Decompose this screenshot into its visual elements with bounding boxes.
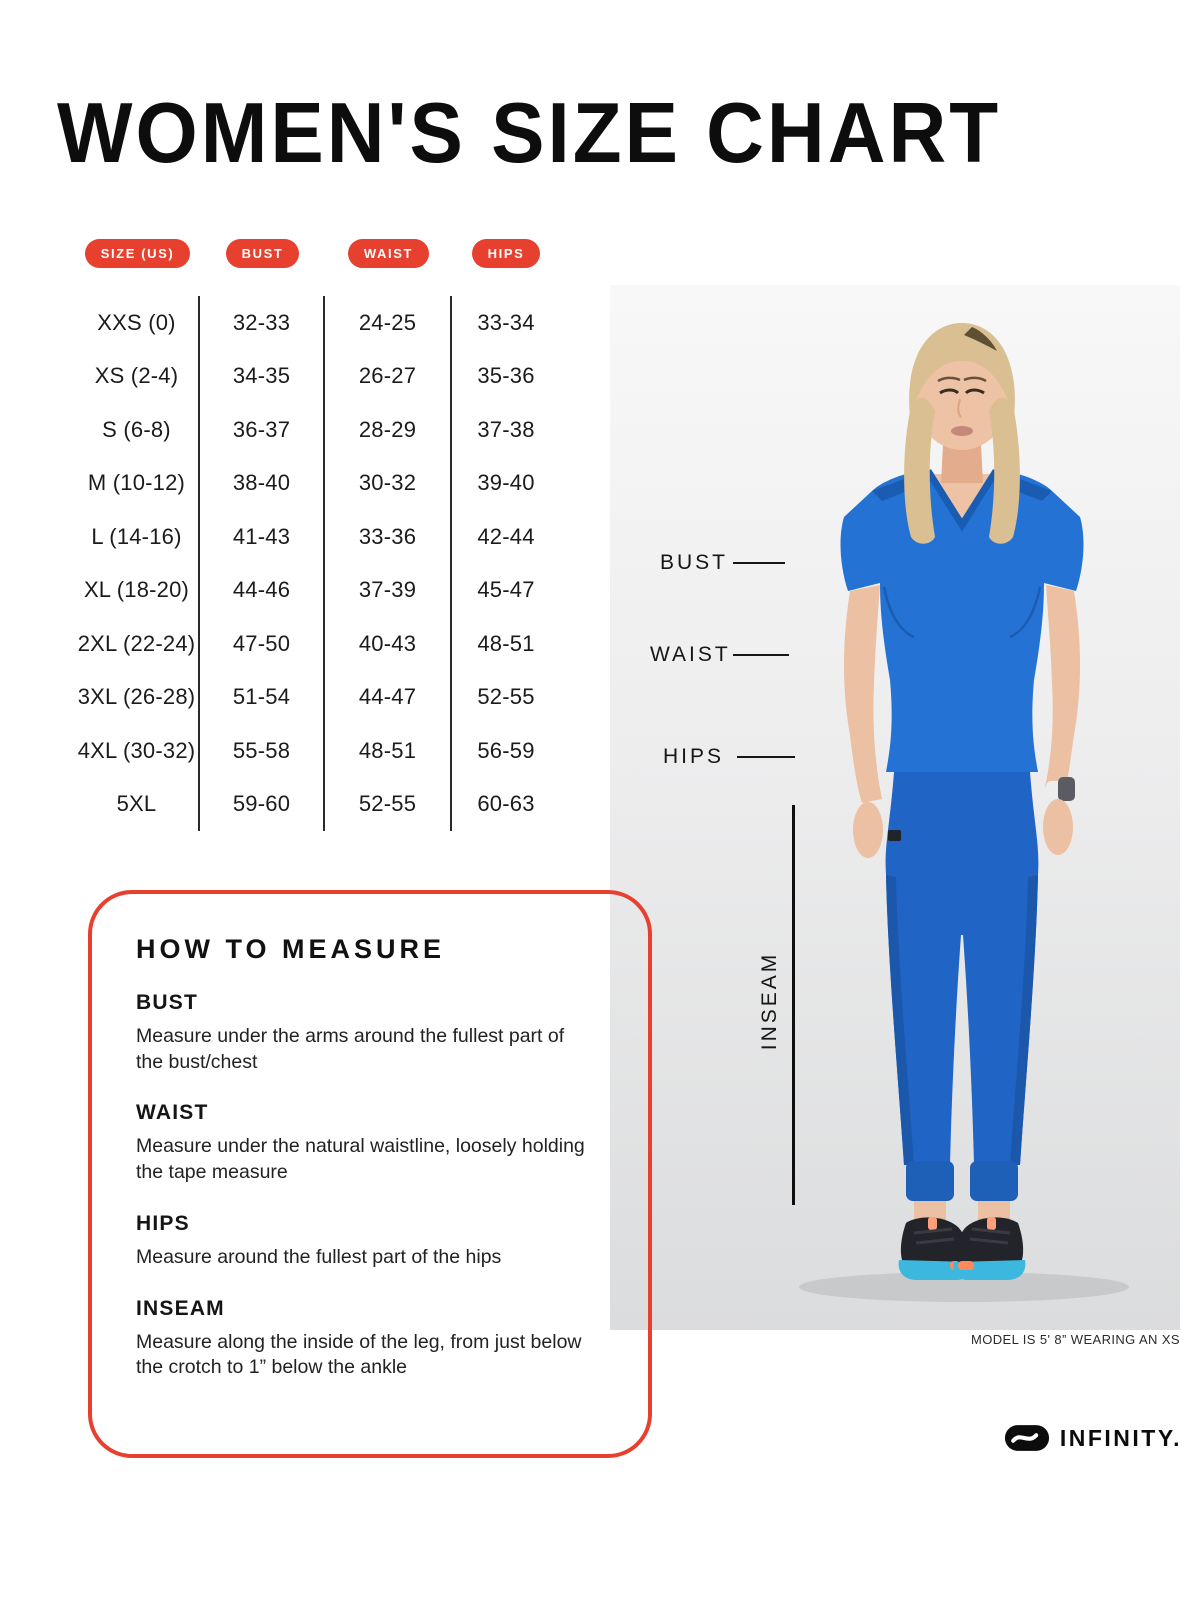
cell-bust: 44-46 xyxy=(200,564,325,618)
cell-bust: 59-60 xyxy=(200,778,325,832)
size-table-body xyxy=(75,296,560,831)
measure-section-text: Measure along the inside of the leg, from just below the crotch to 1” below the ankle xyxy=(136,1330,582,1379)
cell-hips: 35-36 xyxy=(477,363,535,389)
cell-size: 3XL (26-28) xyxy=(75,671,200,725)
measure-section-bust xyxy=(136,991,608,1075)
brand-lockup xyxy=(1004,1424,1182,1452)
model-photo xyxy=(610,285,1180,1330)
waist-annotation-line xyxy=(733,654,789,656)
cell-hips: 56-59 xyxy=(477,737,535,763)
cell-hips: 48-51 xyxy=(477,630,535,656)
cell-size: XS (2-4) xyxy=(75,350,200,404)
table-row xyxy=(75,671,560,725)
cell-waist: 44-47 xyxy=(325,671,452,725)
cell-hips: 33-34 xyxy=(477,309,535,335)
measure-section-text: Measure under the arms around the fullest part of the bust/chest xyxy=(136,1025,565,1073)
inseam-annotation-line xyxy=(792,805,795,1205)
cell-size: 2XL (22-24) xyxy=(75,617,200,671)
table-row xyxy=(75,403,560,457)
cell-waist: 28-29 xyxy=(325,403,452,457)
model-illustration xyxy=(610,285,1180,1330)
cell-bust: 47-50 xyxy=(200,617,325,671)
size-table xyxy=(75,239,560,831)
cell-hips: 52-55 xyxy=(477,684,535,710)
bust-annotation-label: BUST xyxy=(660,551,729,574)
measure-section-text: Measure around the fullest part of the hips xyxy=(136,1245,502,1268)
bust-annotation-line xyxy=(733,562,785,564)
cell-bust: 38-40 xyxy=(200,457,325,511)
cell-hips: 39-40 xyxy=(477,470,535,496)
cell-waist: 40-43 xyxy=(325,617,452,671)
table-row xyxy=(75,457,560,511)
cell-size: XXS (0) xyxy=(75,296,200,350)
cell-bust: 36-37 xyxy=(200,403,325,457)
measure-section-text: Measure under the natural waistline, loosely holding the tape measure xyxy=(136,1135,585,1184)
hips-annotation-label: HIPS xyxy=(663,745,725,768)
cell-bust: 51-54 xyxy=(200,671,325,725)
cell-waist: 26-27 xyxy=(325,350,452,404)
inseam-annotation-label: INSEAM xyxy=(758,951,781,1051)
cell-waist: 48-51 xyxy=(325,724,452,778)
measure-section-label: INSEAM xyxy=(136,1296,225,1320)
measure-section-label: WAIST xyxy=(136,1101,209,1125)
table-row xyxy=(75,296,560,350)
cell-size: S (6-8) xyxy=(75,403,200,457)
cell-waist: 33-36 xyxy=(325,510,452,564)
cell-hips: 37-38 xyxy=(477,416,535,442)
measure-section-inseam xyxy=(136,1297,608,1381)
cell-size: XL (18-20) xyxy=(75,564,200,618)
cell-bust: 34-35 xyxy=(200,350,325,404)
measure-section-hips xyxy=(136,1212,608,1271)
measure-section-label: HIPS xyxy=(136,1211,190,1235)
cell-waist: 24-25 xyxy=(325,296,452,350)
cell-hips: 42-44 xyxy=(477,523,535,549)
cell-hips: 60-63 xyxy=(477,791,535,817)
header-pill-waist: WAIST xyxy=(348,239,429,268)
table-row xyxy=(75,510,560,564)
cell-size: M (10-12) xyxy=(75,457,200,511)
waist-annotation-label: WAIST xyxy=(650,643,731,666)
how-to-measure-title: HOW TO MEASURE xyxy=(136,934,446,964)
cell-bust: 32-33 xyxy=(200,296,325,350)
table-row xyxy=(75,617,560,671)
cell-size: 5XL xyxy=(75,778,200,832)
cell-hips: 45-47 xyxy=(477,577,535,603)
cell-size: L (14-16) xyxy=(75,510,200,564)
table-row xyxy=(75,724,560,778)
cell-waist: 37-39 xyxy=(325,564,452,618)
hips-annotation-line xyxy=(737,756,795,758)
header-pill-bust: BUST xyxy=(226,239,300,268)
page-title: WOMEN'S SIZE CHART xyxy=(57,85,1002,181)
table-row xyxy=(75,778,560,832)
how-to-measure-box xyxy=(88,890,652,1458)
header-pill-size: SIZE (US) xyxy=(85,239,191,268)
measure-section-waist xyxy=(136,1101,608,1185)
size-table-header-row xyxy=(75,239,560,268)
table-row xyxy=(75,564,560,618)
cell-waist: 52-55 xyxy=(325,778,452,832)
model-caption: MODEL IS 5' 8” WEARING AN XS xyxy=(971,1332,1180,1347)
table-row xyxy=(75,350,560,404)
header-pill-hips: HIPS xyxy=(472,239,541,268)
cell-bust: 41-43 xyxy=(200,510,325,564)
cell-waist: 30-32 xyxy=(325,457,452,511)
brand-name: INFINITY. xyxy=(1059,1424,1182,1451)
measure-section-label: BUST xyxy=(136,991,198,1014)
infinity-logo-icon xyxy=(1004,1424,1050,1452)
cell-bust: 55-58 xyxy=(200,724,325,778)
cell-size: 4XL (30-32) xyxy=(75,724,200,778)
